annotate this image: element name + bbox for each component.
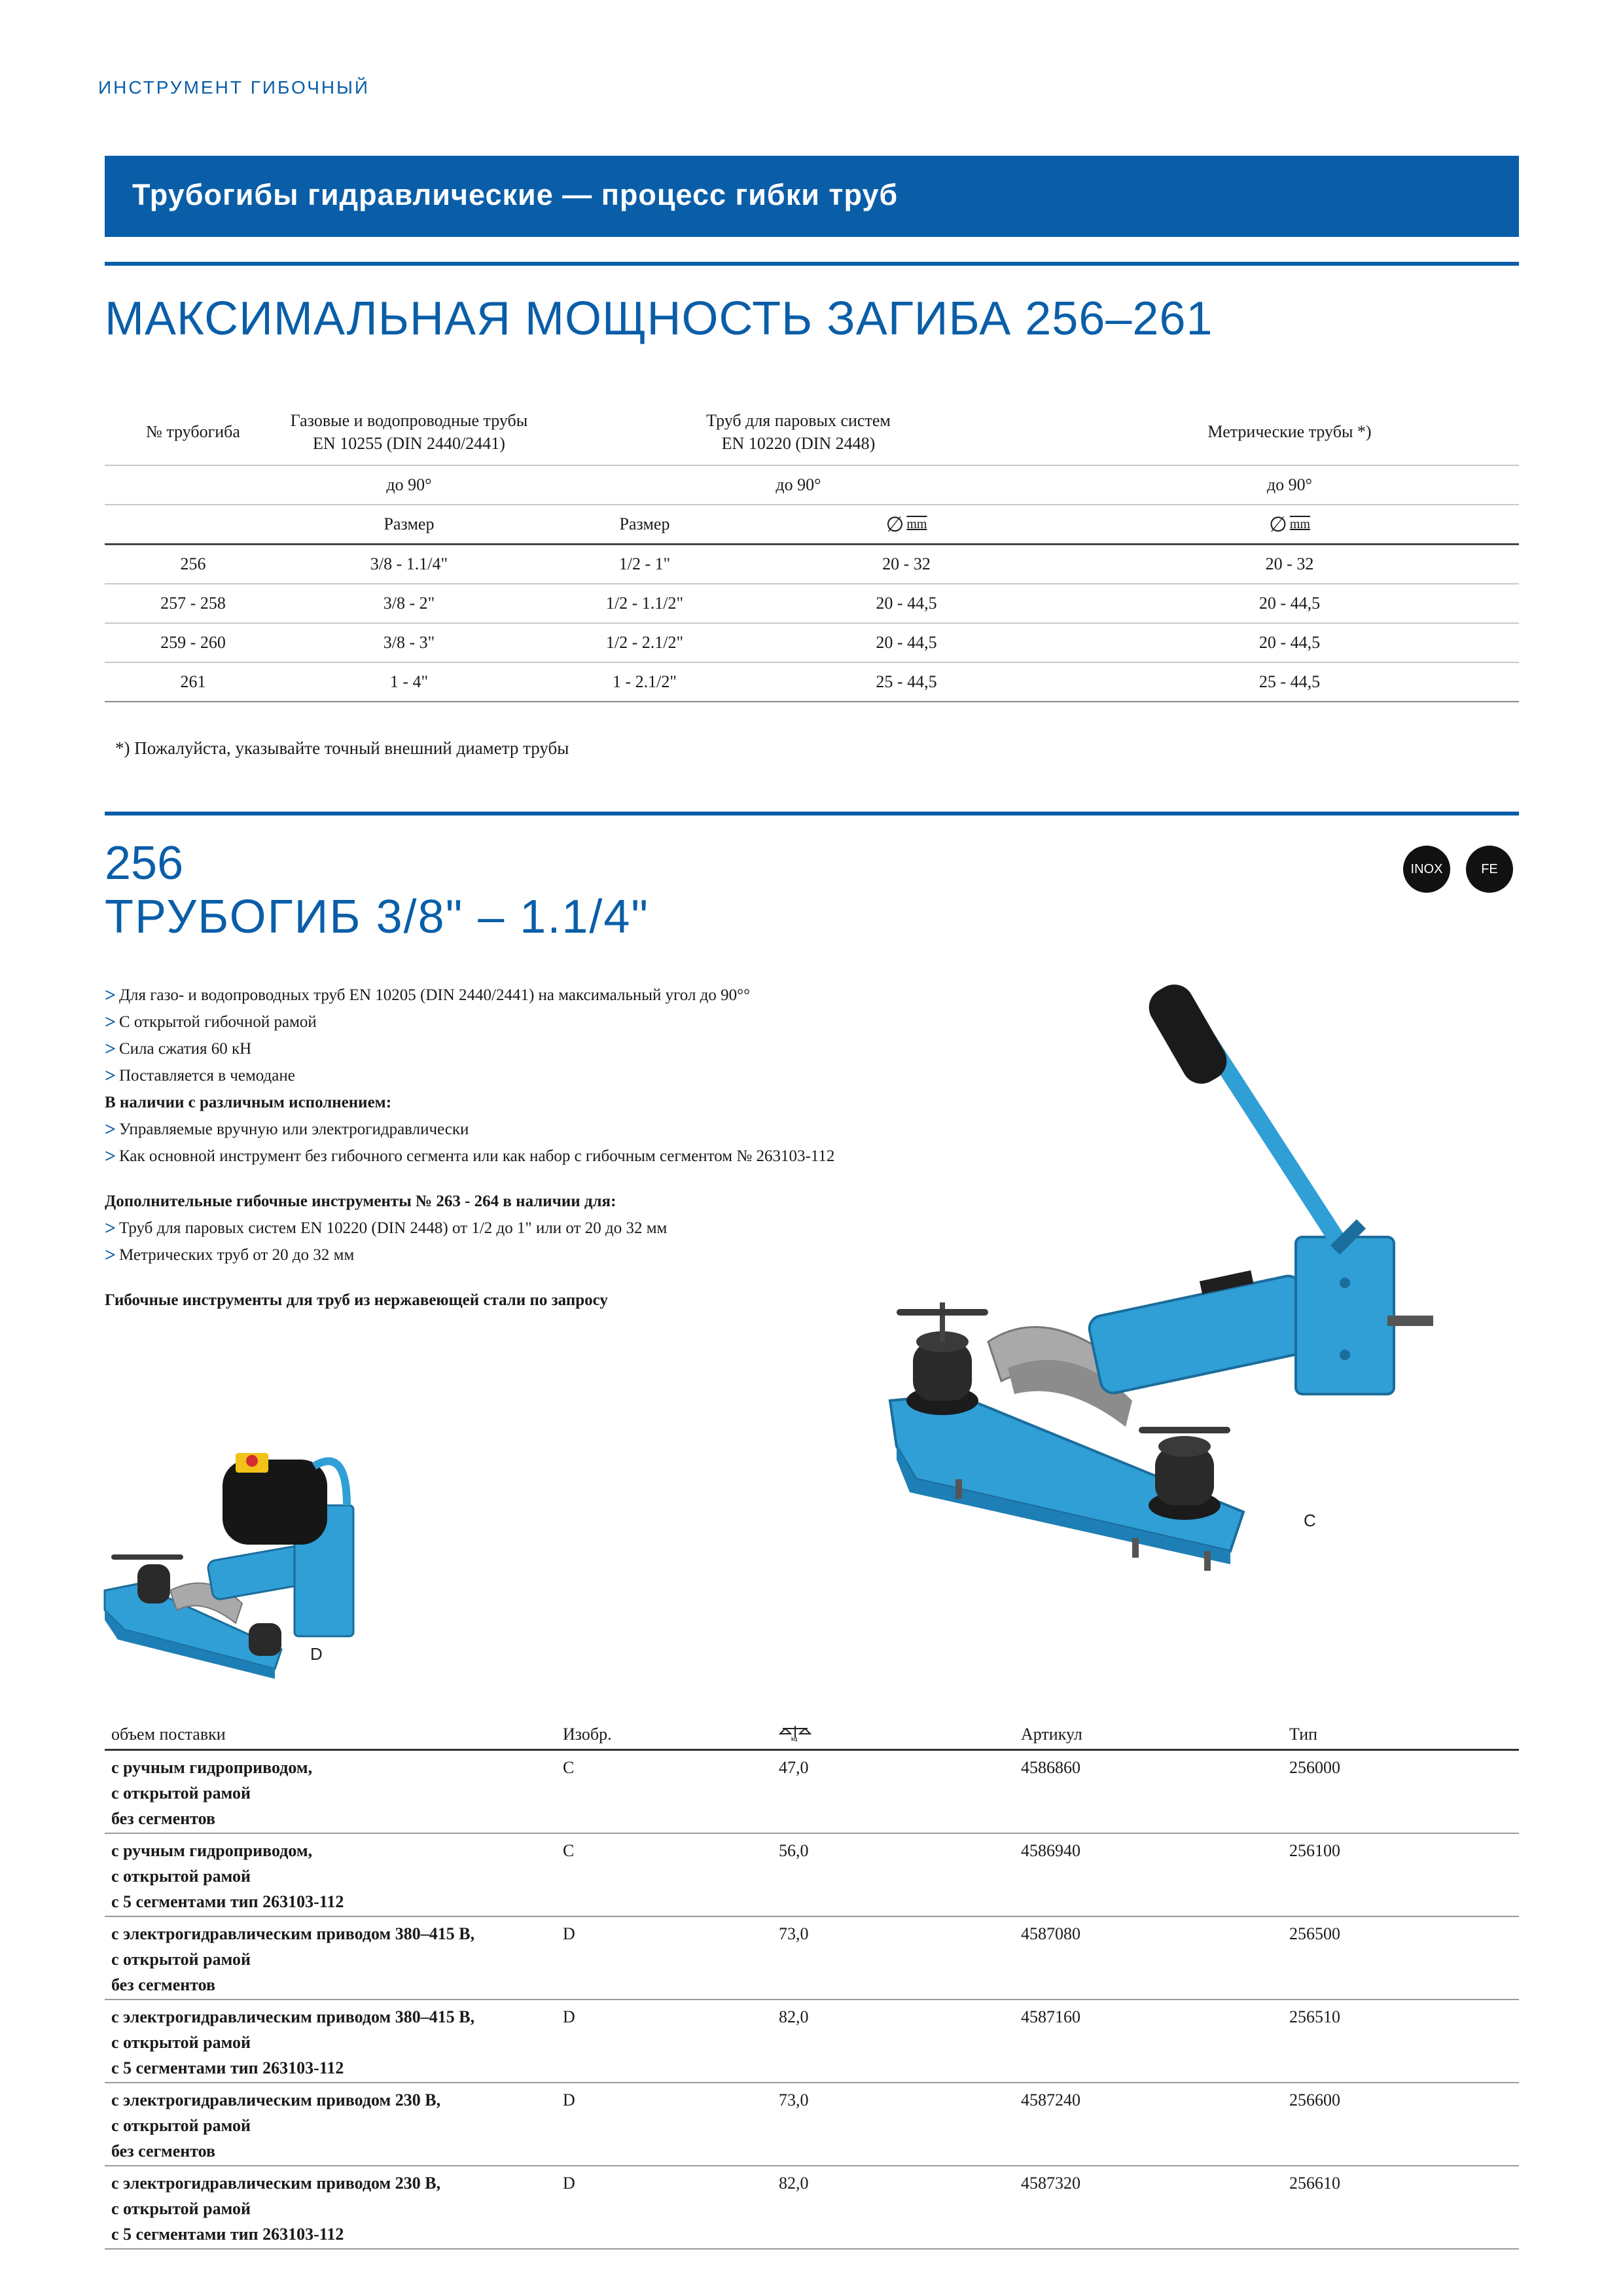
table-row: с электрогидравлическим приводом 380–415 В, с открытой рамой без сегментов D 73,0 4587080 256500 <box>105 1916 1519 2000</box>
list-item: > Для газо- и водопроводных труб EN 10205 (DIN 2440/2441) на максимальный угол до 90°° <box>105 982 923 1009</box>
fe-badge: FE <box>1466 846 1513 893</box>
angle-steam: до 90° <box>537 465 1060 505</box>
extra-tools-heading: Дополнительные гибочные инструменты № 263 - 264 в наличии для: <box>105 1193 616 1210</box>
title-banner <box>105 156 1519 237</box>
angle-gas: до 90° <box>281 465 537 505</box>
table-row: с ручным гидроприводом, с открытой рамой без сегментов C 47,0 4586860 256000 <box>105 1750 1519 1834</box>
col-steam: Труб для паровых систем EN 10220 (DIN 2448) <box>537 399 1060 465</box>
diameter-mm-icon: ∅ mm <box>753 505 1060 545</box>
list-item: > Метрических труб от 20 до 32 мм <box>105 1242 923 1268</box>
list-item: > Как основной инструмент без гибочного сегмента или как набор с гибочным сегментом № 263103-112 <box>105 1143 923 1170</box>
manual-pipe-bender-image <box>877 975 1440 1643</box>
col-metric: Метрические трубы *) <box>1060 399 1519 465</box>
table-row: с электрогидравлическим приводом 380–415 В, с открытой рамой с 5 сегментами тип 263103-112 D 82,0 4587160 256510 <box>105 2000 1519 2083</box>
table-row: с электрогидравлическим приводом 230 В, с открытой рамой без сегментов D 73,0 4587240 256600 <box>105 2083 1519 2166</box>
list-item: > Управляемые вручную или электрогидравлически <box>105 1116 923 1143</box>
table-row: 259 - 260 3/8 - 3" 1/2 - 2.1/2" 20 - 44,5 20 - 44,5 <box>105 623 1519 662</box>
footnote: *) Пожалуйста, указывайте точный внешний диаметр трубы <box>115 738 569 758</box>
capacity-table <box>105 399 1519 702</box>
table-row: 256 3/8 - 1.1/4" 1/2 - 1" 20 - 32 20 - 32 <box>105 545 1519 584</box>
list-item: > С открытой гибочной рамой <box>105 1009 923 1035</box>
list-item: > Труб для паровых систем EN 10220 (DIN 2448) от 1/2 до 1" или от 20 до 32 мм <box>105 1215 923 1242</box>
list-item: > Сила сжатия 60 кН <box>105 1035 923 1062</box>
col-model: № трубогиба <box>105 399 281 465</box>
col-article: Артикул <box>1014 1723 1283 1750</box>
availability-heading: В наличии с различным исполнением: <box>105 1094 392 1111</box>
col-gas: Газовые и водопроводные трубы EN 10255 (DIN 2440/2441) <box>281 399 537 465</box>
scale-kg-icon <box>772 1723 1014 1750</box>
table-row: 257 - 258 3/8 - 2" 1/2 - 1.1/2" 20 - 44,5 20 - 44,5 <box>105 584 1519 623</box>
list-item: > Поставляется в чемодане <box>105 1062 923 1089</box>
figure-label-c: C <box>1304 1511 1316 1530</box>
stainless-note: Гибочные инструменты для труб из нержавеющей стали по запросу <box>105 1291 608 1309</box>
divider <box>105 812 1519 816</box>
table-row: 261 1 - 4" 1 - 2.1/2" 25 - 44,5 25 - 44,5 <box>105 662 1519 702</box>
col-figure: Изобр. <box>556 1723 772 1750</box>
product-description <box>105 982 923 1314</box>
col-scope: объем поставки <box>105 1723 556 1750</box>
size-steam: Размер <box>537 505 753 545</box>
figure-label-d: D <box>310 1644 323 1664</box>
product-name: ТРУБОГИБ 3/8" – 1.1/4" <box>105 891 649 943</box>
capacity-title: МАКСИМАЛЬНАЯ МОЩНОСТЬ ЗАГИБА 256–261 <box>105 293 1213 345</box>
size-gas: Размер <box>281 505 537 545</box>
divider <box>105 262 1519 266</box>
product-number: 256 <box>105 837 184 889</box>
banner-title: Трубогибы гидравлические — процесс гибки труб <box>132 178 899 211</box>
electric-pipe-bender-image <box>98 1427 380 1702</box>
svg-text:kg: kg <box>791 1735 798 1742</box>
table-row: с электрогидравлическим приводом 230 В, с открытой рамой с 5 сегментами тип 263103-112 D 82,0 4587320 256610 <box>105 2166 1519 2249</box>
section-label: ИНСТРУМЕНТ ГИБОЧНЫЙ <box>98 77 370 98</box>
angle-metric: до 90° <box>1060 465 1519 505</box>
order-table <box>105 1723 1519 2250</box>
diameter-mm-icon: ∅ mm <box>1060 505 1519 545</box>
col-type: Тип <box>1283 1723 1519 1750</box>
table-row: с ручным гидроприводом, с открытой рамой с 5 сегментами тип 263103-112 C 56,0 4586940 256100 <box>105 1833 1519 1916</box>
inox-badge: INOX <box>1403 846 1450 893</box>
